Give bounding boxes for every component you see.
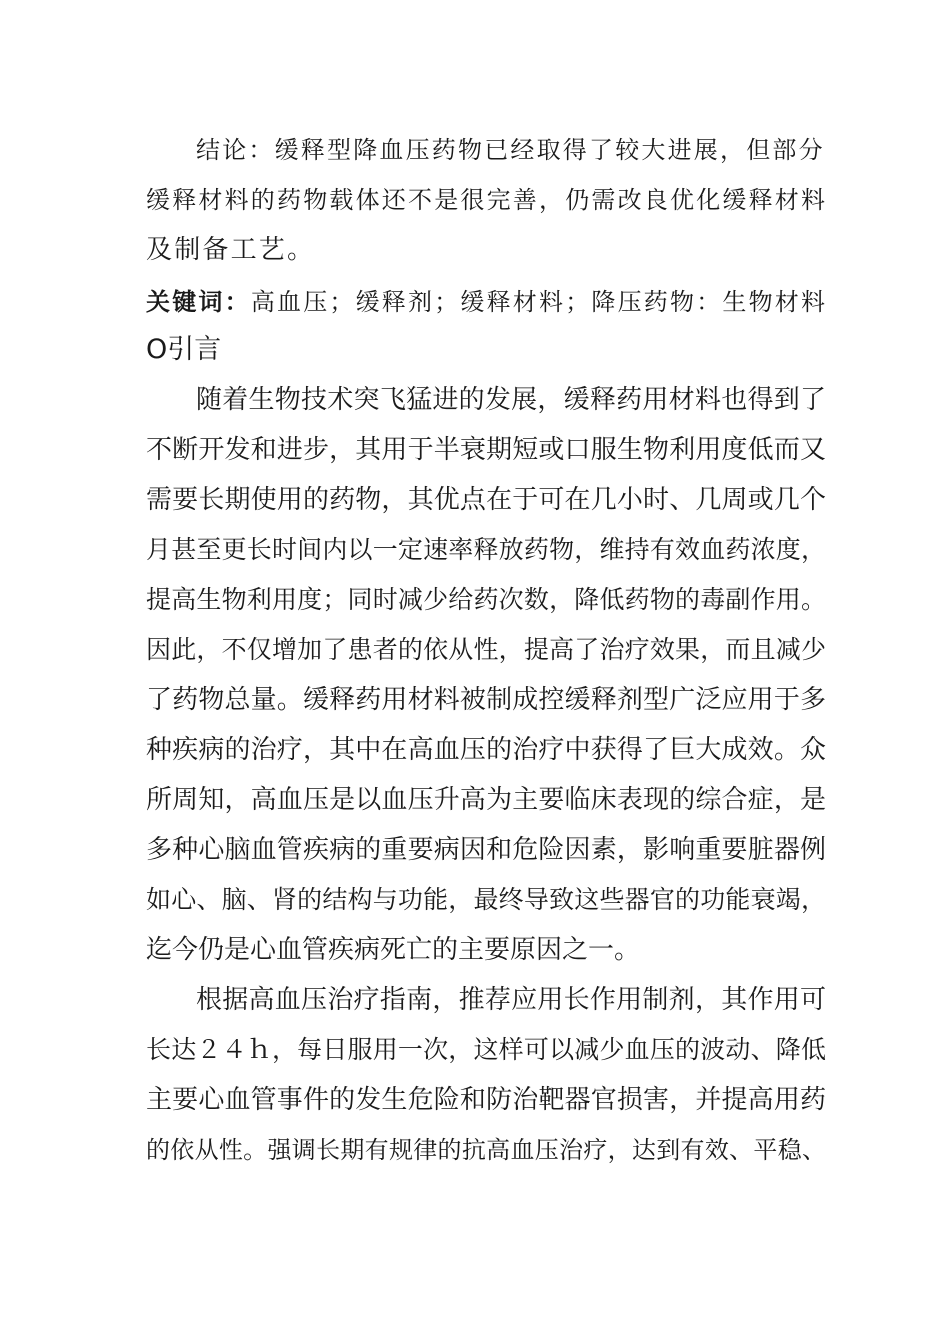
keywords-label: 关键词： xyxy=(146,288,251,316)
paragraph1-line-9: 所周知，高血压是以血压升高为主要临床表现的综合症，是 xyxy=(146,785,826,815)
paragraph2-line-2: 长达２４ｈ，每日服用一次，这样可以减少血压的波动、降低 xyxy=(146,1035,826,1064)
paragraph1-line-11: 如心、脑、肾的结构与功能，最终导致这些器官的功能衰竭， xyxy=(146,885,826,914)
section-heading: O引言 xyxy=(146,334,222,365)
conclusion-line-3: 及制备工艺。 xyxy=(146,235,316,265)
keywords-text: 高血压；缓释剂；缓释材料；降压药物：生物材料 xyxy=(250,288,828,316)
paragraph2-line-3: 主要心血管事件的发生危险和防治靶器官损害，并提高用药 xyxy=(146,1085,826,1115)
conclusion-line-2: 缓释材料的药物载体还不是很完善，仍需改良优化缓释材料 xyxy=(146,186,828,214)
paragraph2-line-4: 的依从性。强调长期有规律的抗高血压治疗，达到有效、平稳、 xyxy=(146,1136,826,1164)
paragraph1-line-8: 种疾病的治疗，其中在高血压的治疗中获得了巨大成效。众 xyxy=(146,735,826,765)
paragraph1-line-7: 了药物总量。缓释药用材料被制成控缓释剂型广泛应用于多 xyxy=(146,685,826,715)
paragraph1-line-3: 需要长期使用的药物，其优点在于可在几小时、几周或几个 xyxy=(146,485,826,515)
paragraph1-line-10: 多种心脑血管疾病的重要病因和危险因素，影响重要脏器例 xyxy=(146,835,826,865)
paragraph1-line-12: 迄今仍是心血管疾病死亡的主要原因之一。 xyxy=(146,935,641,965)
paragraph1-line-5: 提高生物利用度；同时减少给药次数，降低药物的毒副作用。 xyxy=(146,585,826,614)
paragraph1-line-1: 随着生物技术突飞猛进的发展，缓释药用材料也得到了 xyxy=(196,385,826,415)
paragraph1-line-6: 因此，不仅增加了患者的依从性，提高了治疗效果，而且减少 xyxy=(146,635,826,664)
paragraph1-line-4: 月甚至更长时间内以一定速率释放药物，维持有效血药浓度， xyxy=(146,535,826,564)
paragraph1-line-2: 不断开发和进步，其用于半衰期短或口服生物利用度低而又 xyxy=(146,435,826,465)
paragraph2-line-1: 根据高血压治疗指南，推荐应用长作用制剂，其作用可 xyxy=(196,985,826,1015)
conclusion-line-1: 结论：缓释型降血压药物已经取得了较大进展，但部分 xyxy=(196,136,825,164)
keywords-line xyxy=(146,286,826,318)
